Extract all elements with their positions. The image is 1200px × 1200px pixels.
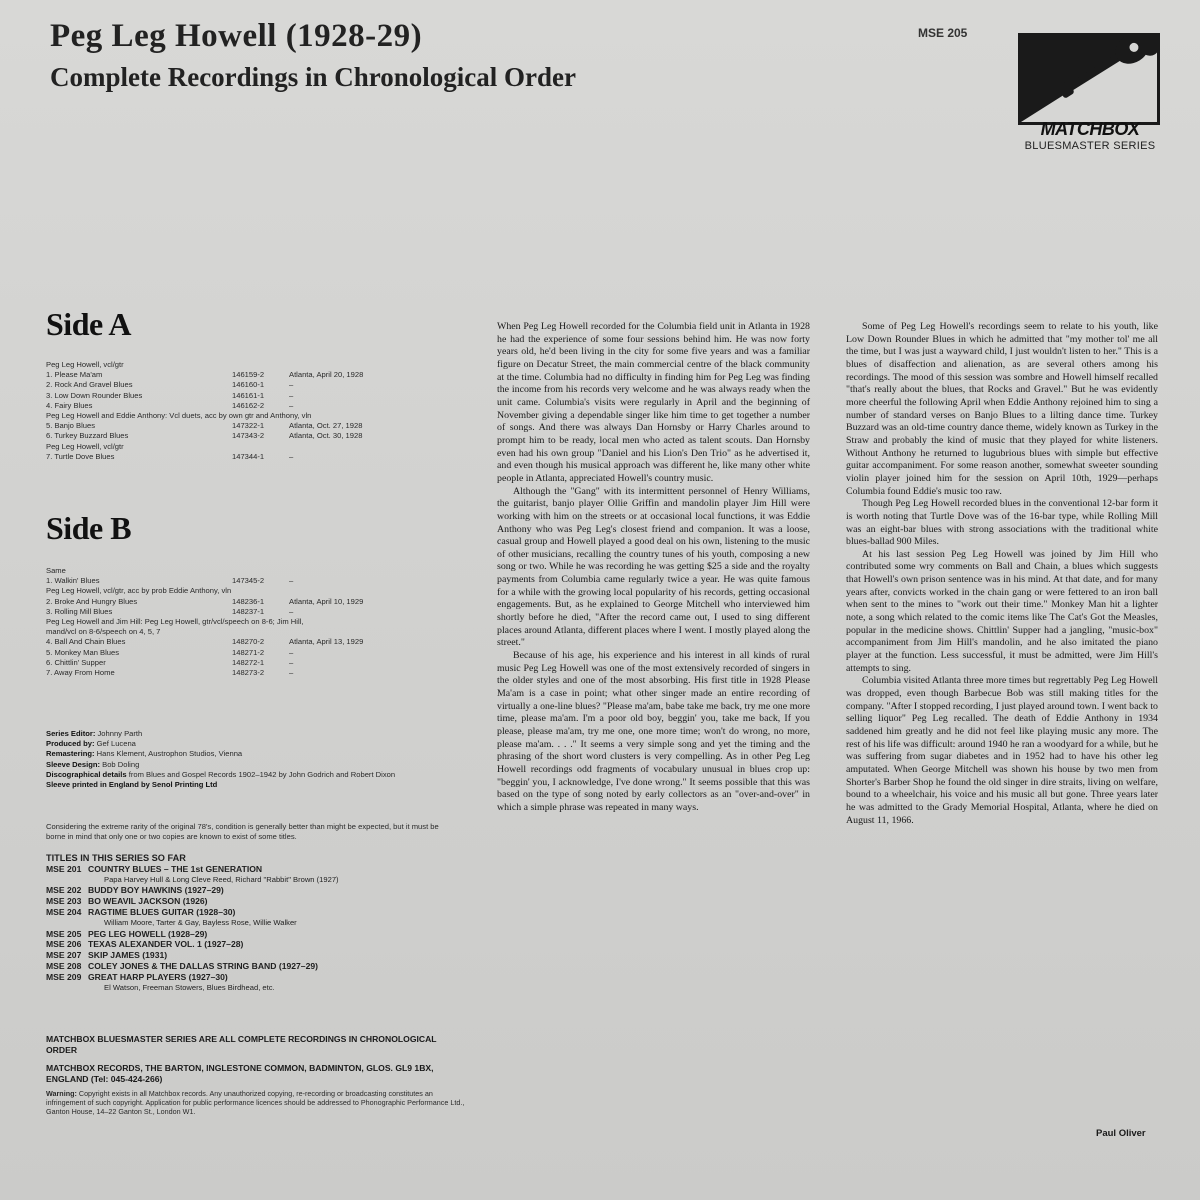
matrix-number: 147344-1: [232, 451, 265, 461]
track-name: Please Ma'am: [54, 370, 103, 380]
liner-notes-column-1: [497, 321, 810, 815]
production-credits: [46, 729, 456, 790]
album-subtitle: Complete Recordings in Chronological Order: [50, 62, 576, 92]
series-title-row: [46, 950, 456, 961]
recording-location: Atlanta, April 10, 1929: [289, 596, 364, 606]
track-row: [46, 658, 456, 668]
copyright-warning: [46, 1090, 466, 1117]
track-name: Fairy Blues: [54, 400, 93, 410]
track-row: [46, 431, 456, 441]
track-title: [46, 391, 142, 401]
credit-label: Sleeve Design:: [46, 759, 101, 769]
recording-location: –: [289, 606, 294, 616]
series-title-row: [46, 939, 456, 950]
catalog-number: MSE 209: [46, 971, 82, 982]
side-b-tracklist: [46, 566, 456, 678]
track-number: 2.: [46, 380, 53, 390]
matrix-number: 148273-2: [232, 667, 265, 677]
credit-line: [46, 760, 456, 770]
series-artists-row: [46, 875, 456, 886]
track-row: [46, 370, 456, 380]
track-row: [46, 391, 456, 401]
liner-note-paragraph: Because of his age, his experience and his interest in all kinds of rural music Peg Leg Howell was one of the most extensively recorded of singers in the older styles and one of the most absorbing. His first title in 1928 Please Ma'am is a case in point; what other singer made an entire recording of virtually a one-line blues? "Please ma'am, babe take me back, try me one more time, please ma'am. I'm a poor old boy, beggin' you, take me back, If you please, please ma'am, try me one, one more time; won't do wrong, no more, please ma'am. . . ." It seems a very simple song and yet the timing and the phrasing of the short word clusters is very compelling. As in other Peg Leg Howell recordings odd fragments of vocabulary unusual in blues crop up: "beggin' you, I acknowledge, I've done wrong." It seems possible that this was based on the type of song noted by early collectors as an "over-and-over" in which a simple phrase was repeated in many ways.: [497, 650, 810, 813]
recording-location: –: [289, 576, 294, 586]
credit-label: Discographical details: [46, 769, 127, 779]
logo-wordmark: MATCHBOX: [1040, 119, 1140, 139]
series-title-row: [46, 972, 456, 983]
album-name: GREAT HARP PLAYERS (1927–30): [88, 971, 228, 982]
album-name: BUDDY BOY HAWKINS (1927–29): [88, 885, 224, 896]
recording-location: –: [289, 380, 294, 390]
track-name: Turtle Dove Blues: [54, 451, 115, 461]
track-name: Banjo Blues: [54, 421, 95, 431]
series-titles-list: [46, 853, 456, 993]
track-name: Walkin' Blues: [54, 576, 100, 586]
credit-label: Produced by:: [46, 739, 95, 749]
track-title: [46, 576, 100, 586]
track-title: [46, 648, 119, 658]
personnel-note: mand/vcl on 8-6/speech on 4, 5, 7: [46, 627, 161, 637]
side-b-heading: Side B: [46, 510, 132, 546]
track-row: [46, 576, 456, 586]
track-title: [46, 658, 106, 668]
track-row: [46, 401, 456, 411]
catalog-number: MSE 202: [46, 885, 82, 896]
liner-note-paragraph: At his last session Peg Leg Howell was joined by Jim Hill who contributed some wry comments on Ball and Chain, a blues which suggests that Howell's own prison sentence was in his mind. At that date, and for many years after, convicts worked in the chain gang or were fettered to an iron ball when sent to the mines to "work out their time." Monkey Man hit a lighter note, a song which related to the comic items like The Cat's Got the Measles, popular in the medicine shows. Chittlin' Supper had a jangling, "music-box" accompaniment from Jim Hill's mandolin, and he also imitated the piano player at the function. Less successful, it must be admitted, were Jim Hill's attempts to sing.: [846, 548, 1158, 674]
credit-value: Hans Klement, Austrophon Studios, Vienna: [94, 749, 243, 759]
track-name: Rolling Mill Blues: [54, 606, 113, 616]
track-number: 7.: [46, 667, 53, 677]
matrix-number: 147322-1: [232, 421, 265, 431]
track-number: 6.: [46, 431, 53, 441]
album-name: COUNTRY BLUES – THE 1st GENERATION: [88, 863, 263, 874]
series-artists-row: [46, 918, 456, 929]
track-name: Rock And Gravel Blues: [54, 380, 133, 390]
matrix-number: 148236-1: [232, 596, 265, 606]
recording-location: Atlanta, April 20, 1928: [289, 370, 364, 380]
matchbox-logo: [1018, 33, 1158, 153]
matrix-number: 148270-2: [232, 637, 265, 647]
catalog-number: MSE 204: [46, 906, 82, 917]
recording-location: Atlanta, Oct. 27, 1928: [289, 421, 363, 431]
track-number: 6.: [46, 657, 53, 667]
album-name: COLEY JONES & THE DALLAS STRING BAND (1927–29): [88, 960, 319, 971]
catalog-number: MSE 205: [918, 26, 968, 40]
matrix-number: 148271-2: [232, 647, 265, 657]
track-title: [46, 370, 102, 380]
catalog-number: MSE 206: [46, 939, 82, 950]
artist-list: El Watson, Freeman Stowers, Blues Birdhead, etc.: [104, 982, 275, 992]
track-title: [46, 637, 125, 647]
matrix-number: 148272-1: [232, 657, 265, 667]
side-a-tracklist: [46, 360, 456, 462]
track-title: [46, 380, 133, 390]
series-statement: MATCHBOX BLUESMASTER SERIES ARE ALL COMPLETE RECORDINGS IN CHRONOLOGICAL ORDER: [46, 1034, 437, 1055]
matrix-number: 146160-1: [232, 380, 265, 390]
track-row: [46, 648, 456, 658]
track-row: [46, 637, 456, 647]
track-number: 2.: [46, 596, 53, 606]
album-name: TEXAS ALEXANDER VOL. 1 (1927–28): [88, 939, 244, 950]
track-number: 3.: [46, 606, 53, 616]
matrix-number: 146161-1: [232, 390, 265, 400]
credit-line: [46, 739, 456, 749]
label-address: MATCHBOX RECORDS, THE BARTON, INGLESTONE COMMON, BADMINTON, GLOS. GL9 1BX, ENGLAND (Tel: 045-424-266): [46, 1063, 434, 1084]
liner-note-paragraph: Columbia visited Atlanta three more times but regrettably Peg Leg Howell was dropped, even though Barbecue Bob was still making titles for the company. "After I stopped recording, I just played around town. I went back to selling liquor" Peg Leg recalled. The death of Eddie Anthony in 1934 saddened him greatly and he did not feel like playing music any more. The rest of his life was difficult: around 1940 he ran a woodyard for a while, but he was suffering from sugar diabetes and in 1952 had to have his other leg amputated. When George Mitchell was shown his house by two men from Shorter's Barber Shop he found the old singer in dire straits, living on welfare, bound to a wheelchair, his voice and his music all but gone. Three years later he was admitted to the Grady Memorial Hospital, Atlanta, where he died on August 11, 1966.: [846, 675, 1158, 826]
credit-line: [46, 729, 456, 739]
album-name: BO WEAVIL JACKSON (1926): [88, 896, 208, 907]
track-row: [46, 668, 456, 678]
matrix-number: 147345-2: [232, 576, 265, 586]
catalog-number: MSE 205: [46, 928, 82, 939]
recording-location: Atlanta, April 13, 1929: [289, 637, 364, 647]
catalog-number: MSE 207: [46, 950, 82, 961]
track-name: Chittlin' Supper: [54, 657, 106, 667]
track-number: 5.: [46, 421, 53, 431]
matrix-number: 148237-1: [232, 606, 265, 616]
liner-note-paragraph: When Peg Leg Howell recorded for the Columbia field unit in Atlanta in 1928 he had the experience of some four sessions behind him. He was now forty years old, he'd been living in the city for some five years and was a familiar figure on Decatur Street, the main commercial centre of the black community at the time. Columbia had no difficulty in finding him for Peg Leg was finding the income from his records very welcome and he was always ready when the unit came. Columbia's visits were regularly in April and the beginning of November giving a dependable singer like him time to get together a number of songs. And there was always Dan Hornsby or Harry Charles around to prompt him to be ready, local men who acted as talent scouts. Dan Hornsby even had his own group "Daniel and his Lion's Den Trio" as he advertised it, and even though his musical approach was different he, like many other white people in Atlanta, appreciated Howell's country music.: [497, 321, 810, 484]
personnel-note: Peg Leg Howell, vcl/gtr: [46, 360, 124, 369]
recording-location: –: [289, 390, 294, 400]
liner-notes-column-2: [846, 321, 1158, 827]
track-name: Monkey Man Blues: [54, 647, 120, 657]
track-row: [46, 421, 456, 431]
credit-value: Johnny Parth: [95, 729, 143, 738]
recording-location: –: [289, 451, 294, 461]
track-row: [46, 607, 456, 617]
recording-location: –: [289, 647, 294, 657]
track-title: [46, 401, 92, 411]
album-name: PEG LEG HOWELL (1928–29): [88, 928, 208, 939]
author-signature: Paul Oliver: [1096, 1128, 1146, 1139]
credit-line: [46, 770, 456, 780]
credit-line: [46, 780, 456, 790]
track-title: [46, 597, 137, 607]
logo-series-name: BLUESMASTER SERIES: [1024, 140, 1156, 152]
personnel-note: Peg Leg Howell and Jim Hill: Peg Leg Howell, gtr/vcl/speech on 8-6; Jim Hill,: [46, 616, 304, 626]
track-name: Low Down Rounder Blues: [54, 390, 143, 400]
matrix-number: 146162-2: [232, 400, 265, 410]
recording-location: –: [289, 657, 294, 667]
track-name: Turkey Buzzard Blues: [54, 431, 129, 441]
matrix-number: 146159-2: [232, 370, 265, 380]
guitar-icon: [1021, 36, 1157, 122]
track-number: 1.: [46, 576, 53, 586]
liner-note-paragraph: Some of Peg Leg Howell's recordings seem to relate to his youth, like Low Down Rounder Blues in which he admitted that "my mother tol' me all the time, but I was just a wayward child, I just wouldn't listen to her." This is a blues of disaffection and alienation, as are several others among his recordings. The mood of this session was sombre and Howell himself recalled "that's really about the blues, that Rocks and Gravel." But he was evidently more cheerful the following April when Eddie Anthony rejoined him to sing a number of standard verses on Banjo Blues to a lilting dance time. Turkey Buzzard was an old-time country dance theme, widely known as Turkey in the Straw and probably the kind of music that they played for white listeners. Without Anthony he returned to lugubrious blues with simple but effective guitar accompaniment. For some reason another, somewhat sweeter sounding violin player joined him for the session on April 10th, 1929—perhaps Columbia found Eddie's music too raw.: [846, 321, 1158, 497]
series-title-row: [46, 929, 456, 940]
track-name: Away From Home: [54, 667, 115, 677]
track-name: Broke And Hungry Blues: [54, 596, 138, 606]
series-title-row: [46, 896, 456, 907]
personnel-note: Peg Leg Howell and Eddie Anthony: Vcl duets, acc by own gtr and Anthony, vln: [46, 410, 312, 420]
liner-note-paragraph: Although the "Gang" with its intermittent personnel of Henry Williams, the guitarist, banjo player Ollie Griffin and mandolin player Jim Hill were working with him on the streets or at occasional local functions, it was Eddie Anthony who was Peg Leg's closest friend and companion. It was a loose, casual group and Howell played a good deal on his own, listening to the music of other musicians, recalling the country tunes of his youth, composing a new song or two. While he was recording he was getting $25 a side and the royalty payments from Columbia came regularly twice a year. He was quite famous for a while with the growing local popularity of his records, getting occasional engagements. But, as he explained to George Mitchell who interviewed him shortly before he died, "After the record came out, I used to sing different places around Atlanta, different places where I went. I mostly played along the street.": [497, 485, 810, 649]
track-number: 3.: [46, 390, 53, 400]
recording-location: Atlanta, Oct. 30, 1928: [289, 431, 363, 441]
track-title: [46, 668, 115, 678]
credit-label: Sleeve printed in England by Senol Printing Ltd: [46, 780, 218, 790]
catalog-number: MSE 203: [46, 896, 82, 907]
condition-note: Considering the extreme rarity of the original 78's, condition is generally better than might be expected, but it must be borne in mind that only one or two copies are known to exist of some titles.: [46, 822, 439, 842]
credit-value: from Blues and Gospel Records 1902–1942 by John Godrich and Robert Dixon: [126, 769, 396, 779]
credit-line: [46, 749, 456, 759]
recording-location: –: [289, 667, 294, 677]
side-a-heading: Side A: [46, 306, 132, 342]
artist-list: Papa Harvey Hull & Long Cleve Reed, Richard "Rabbit" Brown (1927): [104, 874, 339, 884]
warning-text: Copyright exists in all Matchbox records. Any unauthorized copying, re-recording or broadcasting constitutes an infringement of such copyright. Application for public performance licences should be addressed to Phonographic Performance Ltd., Ganton House, 14–22 Ganton St., London W1.: [46, 1089, 465, 1116]
series-titles-heading: TITLES IN THIS SERIES SO FAR: [46, 853, 186, 863]
track-title: [46, 607, 112, 617]
track-number: 4.: [46, 637, 53, 647]
series-artists-row: [46, 983, 456, 994]
credit-value: Gef Lucena: [94, 739, 136, 749]
series-title-row: [46, 907, 456, 918]
track-number: 7.: [46, 451, 53, 461]
track-name: Ball And Chain Blues: [54, 637, 126, 647]
artist-list: William Moore, Tarter & Gay, Bayless Rose, Willie Walker: [104, 917, 297, 927]
recording-location: –: [289, 400, 294, 410]
track-number: 5.: [46, 647, 53, 657]
credit-label: Remastering:: [46, 749, 95, 759]
track-number: 1.: [46, 370, 53, 380]
series-title-row: [46, 885, 456, 896]
album-title: Peg Leg Howell (1928-29): [50, 18, 423, 54]
catalog-number: MSE 208: [46, 960, 82, 971]
track-title: [46, 452, 114, 462]
logo-frame: [1018, 33, 1160, 125]
credit-value: Bob Doling: [100, 759, 140, 769]
track-row: [46, 452, 456, 462]
album-name: SKIP JAMES (1931): [88, 950, 168, 961]
track-title: [46, 431, 128, 441]
warning-label: Warning:: [46, 1089, 77, 1098]
credit-label: Series Editor:: [46, 729, 96, 738]
catalog-number: MSE 201: [46, 863, 82, 874]
track-row: [46, 380, 456, 390]
personnel-note: Same: [46, 566, 66, 575]
matrix-number: 147343-2: [232, 431, 265, 441]
track-row: [46, 597, 456, 607]
series-title-row: [46, 864, 456, 875]
track-title: [46, 421, 95, 431]
album-name: RAGTIME BLUES GUITAR (1928–30): [88, 906, 236, 917]
series-title-row: [46, 961, 456, 972]
personnel-note: Peg Leg Howell, vcl/gtr, acc by prob Eddie Anthony, vln: [46, 586, 232, 596]
track-number: 4.: [46, 400, 53, 410]
personnel-note: Peg Leg Howell, vcl/gtr: [46, 441, 124, 451]
liner-note-paragraph: Though Peg Leg Howell recorded blues in the conventional 12-bar form it is worth noting that Turtle Dove was of the 16-bar type, while Rolling Mill was an eight-bar blues with strong associations with the traditional white blues-ballad 900 Miles.: [846, 498, 1158, 548]
